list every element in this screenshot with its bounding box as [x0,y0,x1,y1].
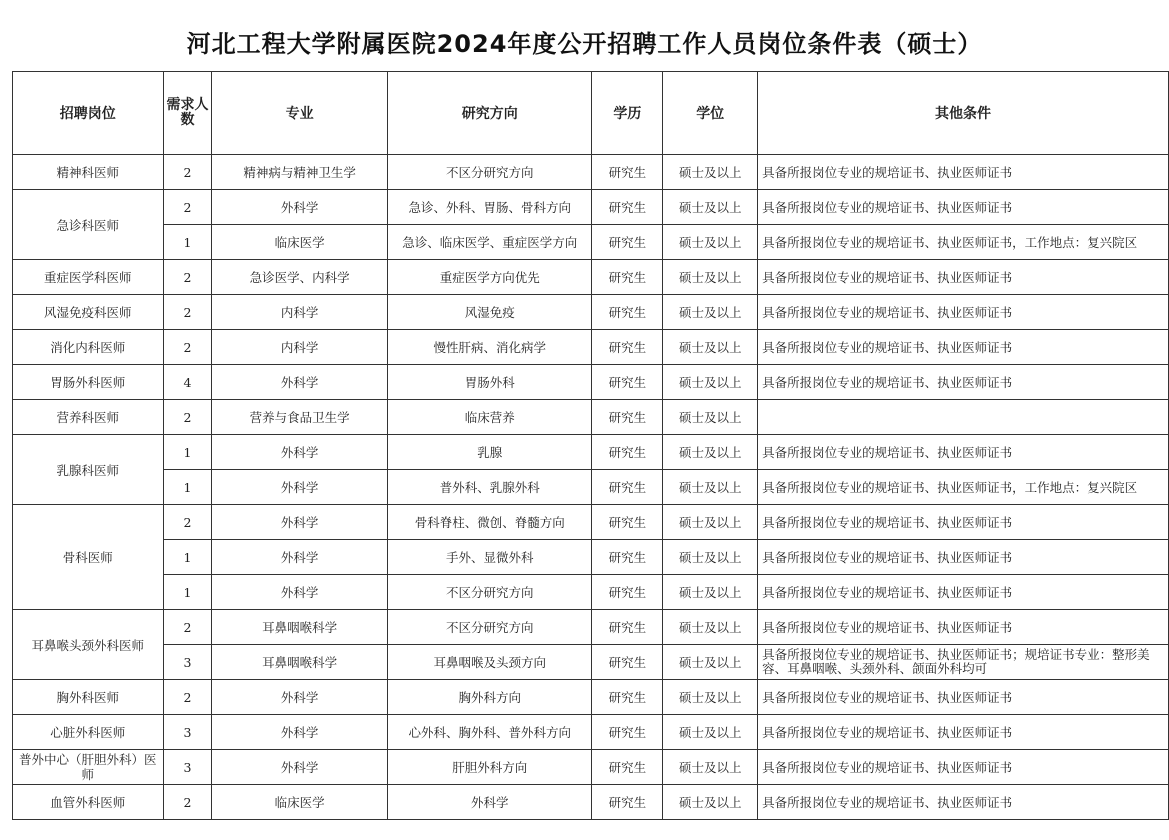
cell-count: 3 [163,715,212,750]
cell-other: 具备所报岗位专业的规培证书、执业医师证书 [758,295,1169,330]
cell-position: 耳鼻喉头颈外科医师 [13,610,164,680]
table-row [13,365,1169,400]
table-row [13,715,1169,750]
cell-major: 营养与食品卫生学 [212,400,388,435]
cell-major: 耳鼻咽喉科学 [212,645,388,680]
cell-education: 研究生 [592,715,663,750]
cell-count: 2 [163,330,212,365]
cell-position: 乳腺科医师 [13,435,164,505]
cell-position: 重症医学科医师 [13,260,164,295]
cell-other: 具备所报岗位专业的规培证书、执业医师证书 [758,715,1169,750]
cell-degree: 硕士及以上 [663,365,758,400]
cell-major: 内科学 [212,330,388,365]
cell-other [758,400,1169,435]
cell-position: 普外中心（肝胆外科）医师 [13,750,164,785]
cell-count: 2 [163,190,212,225]
cell-count: 3 [163,750,212,785]
cell-degree: 硕士及以上 [663,610,758,645]
cell-other: 具备所报岗位专业的规培证书、执业医师证书 [758,505,1169,540]
table-row [13,260,1169,295]
cell-other: 具备所报岗位专业的规培证书、执业医师证书 [758,155,1169,190]
cell-count: 1 [163,225,212,260]
cell-degree: 硕士及以上 [663,470,758,505]
table-row [13,400,1169,435]
cell-education: 研究生 [592,785,663,820]
cell-education: 研究生 [592,505,663,540]
cell-education: 研究生 [592,470,663,505]
cell-major: 外科学 [212,435,388,470]
cell-direction: 耳鼻咽喉及头颈方向 [388,645,592,680]
cell-major: 外科学 [212,365,388,400]
cell-major: 耳鼻咽喉科学 [212,610,388,645]
cell-direction: 乳腺 [388,435,592,470]
table-header-row [13,72,1169,155]
cell-direction: 急诊、临床医学、重症医学方向 [388,225,592,260]
cell-other: 具备所报岗位专业的规培证书、执业医师证书 [758,785,1169,820]
cell-major: 外科学 [212,190,388,225]
cell-direction: 慢性肝病、消化病学 [388,330,592,365]
cell-degree: 硕士及以上 [663,225,758,260]
cell-position: 心脏外科医师 [13,715,164,750]
table-row [13,330,1169,365]
header-direction: 研究方向 [388,72,592,155]
cell-other: 具备所报岗位专业的规培证书、执业医师证书 [758,750,1169,785]
cell-other: 具备所报岗位专业的规培证书、执业医师证书 [758,680,1169,715]
cell-education: 研究生 [592,540,663,575]
cell-count: 3 [163,645,212,680]
cell-position: 血管外科医师 [13,785,164,820]
cell-major: 外科学 [212,540,388,575]
cell-direction: 急诊、外科、胃肠、骨科方向 [388,190,592,225]
cell-degree: 硕士及以上 [663,260,758,295]
cell-degree: 硕士及以上 [663,540,758,575]
cell-degree: 硕士及以上 [663,435,758,470]
cell-position: 精神科医师 [13,155,164,190]
cell-count: 2 [163,155,212,190]
table-row [13,295,1169,330]
cell-education: 研究生 [592,190,663,225]
cell-education: 研究生 [592,575,663,610]
cell-major: 外科学 [212,715,388,750]
cell-education: 研究生 [592,330,663,365]
cell-major: 内科学 [212,295,388,330]
cell-direction: 不区分研究方向 [388,155,592,190]
cell-degree: 硕士及以上 [663,400,758,435]
cell-direction: 胃肠外科 [388,365,592,400]
cell-other: 具备所报岗位专业的规培证书、执业医师证书 [758,575,1169,610]
cell-other: 具备所报岗位专业的规培证书、执业医师证书 [758,435,1169,470]
cell-major: 急诊医学、内科学 [212,260,388,295]
cell-major: 外科学 [212,680,388,715]
cell-count: 2 [163,260,212,295]
cell-direction: 临床营养 [388,400,592,435]
cell-degree: 硕士及以上 [663,715,758,750]
cell-direction: 外科学 [388,785,592,820]
cell-count: 2 [163,680,212,715]
cell-education: 研究生 [592,435,663,470]
cell-degree: 硕士及以上 [663,645,758,680]
cell-count: 2 [163,295,212,330]
table-row [13,435,1169,470]
cell-direction: 不区分研究方向 [388,610,592,645]
table-row [13,680,1169,715]
cell-count: 1 [163,575,212,610]
table-row [13,750,1169,785]
cell-direction: 重症医学方向优先 [388,260,592,295]
cell-direction: 不区分研究方向 [388,575,592,610]
cell-education: 研究生 [592,400,663,435]
cell-education: 研究生 [592,645,663,680]
cell-position: 胸外科医师 [13,680,164,715]
cell-degree: 硕士及以上 [663,330,758,365]
cell-education: 研究生 [592,750,663,785]
cell-count: 1 [163,435,212,470]
cell-education: 研究生 [592,155,663,190]
cell-education: 研究生 [592,295,663,330]
cell-education: 研究生 [592,260,663,295]
cell-count: 2 [163,610,212,645]
cell-count: 1 [163,540,212,575]
cell-position: 营养科医师 [13,400,164,435]
cell-count: 4 [163,365,212,400]
table-row [13,785,1169,820]
cell-education: 研究生 [592,680,663,715]
cell-degree: 硕士及以上 [663,575,758,610]
cell-direction: 风湿免疫 [388,295,592,330]
table-row [13,505,1169,540]
page-title: 河北工程大学附属医院2024年度公开招聘工作人员岗位条件表（硕士） [186,30,983,58]
table-row [13,470,1169,505]
cell-degree: 硕士及以上 [663,155,758,190]
header-major: 专业 [212,72,388,155]
cell-major: 临床医学 [212,785,388,820]
cell-position: 胃肠外科医师 [13,365,164,400]
cell-direction: 心外科、胸外科、普外科方向 [388,715,592,750]
cell-education: 研究生 [592,365,663,400]
cell-direction: 胸外科方向 [388,680,592,715]
cell-other: 具备所报岗位专业的规培证书、执业医师证书；规培证书专业：整形美容、耳鼻咽喉、头颈外科、颌面外科均可 [758,645,1169,680]
cell-other: 具备所报岗位专业的规培证书、执业医师证书 [758,190,1169,225]
cell-major: 精神病与精神卫生学 [212,155,388,190]
cell-education: 研究生 [592,225,663,260]
cell-major: 外科学 [212,575,388,610]
recruitment-table [12,71,1169,820]
cell-direction: 普外科、乳腺外科 [388,470,592,505]
table-row [13,575,1169,610]
header-degree: 学位 [663,72,758,155]
cell-major: 外科学 [212,470,388,505]
cell-count: 1 [163,470,212,505]
cell-position: 消化内科医师 [13,330,164,365]
cell-other: 具备所报岗位专业的规培证书、执业医师证书 [758,610,1169,645]
table-row [13,225,1169,260]
cell-education: 研究生 [592,610,663,645]
cell-other: 具备所报岗位专业的规培证书、执业医师证书，工作地点：复兴院区 [758,470,1169,505]
table-row [13,645,1169,680]
cell-degree: 硕士及以上 [663,295,758,330]
cell-count: 2 [163,785,212,820]
cell-position: 骨科医师 [13,505,164,610]
cell-other: 具备所报岗位专业的规培证书、执业医师证书 [758,365,1169,400]
header-education: 学历 [592,72,663,155]
cell-position: 急诊科医师 [13,190,164,260]
cell-degree: 硕士及以上 [663,785,758,820]
header-count: 需求人数 [163,72,212,155]
cell-degree: 硕士及以上 [663,680,758,715]
table-row [13,610,1169,645]
cell-other: 具备所报岗位专业的规培证书、执业医师证书 [758,260,1169,295]
cell-position: 风湿免疫科医师 [13,295,164,330]
cell-other: 具备所报岗位专业的规培证书、执业医师证书 [758,330,1169,365]
header-position: 招聘岗位 [13,72,164,155]
cell-major: 临床医学 [212,225,388,260]
header-other: 其他条件 [758,72,1169,155]
cell-degree: 硕士及以上 [663,750,758,785]
cell-other: 具备所报岗位专业的规培证书、执业医师证书，工作地点：复兴院区 [758,225,1169,260]
cell-degree: 硕士及以上 [663,505,758,540]
cell-degree: 硕士及以上 [663,190,758,225]
cell-other: 具备所报岗位专业的规培证书、执业医师证书 [758,540,1169,575]
cell-count: 2 [163,400,212,435]
cell-direction: 肝胆外科方向 [388,750,592,785]
table-row [13,190,1169,225]
cell-major: 外科学 [212,505,388,540]
cell-direction: 骨科脊柱、微创、脊髓方向 [388,505,592,540]
cell-count: 2 [163,505,212,540]
table-row [13,155,1169,190]
table-row [13,540,1169,575]
cell-direction: 手外、显微外科 [388,540,592,575]
cell-major: 外科学 [212,750,388,785]
